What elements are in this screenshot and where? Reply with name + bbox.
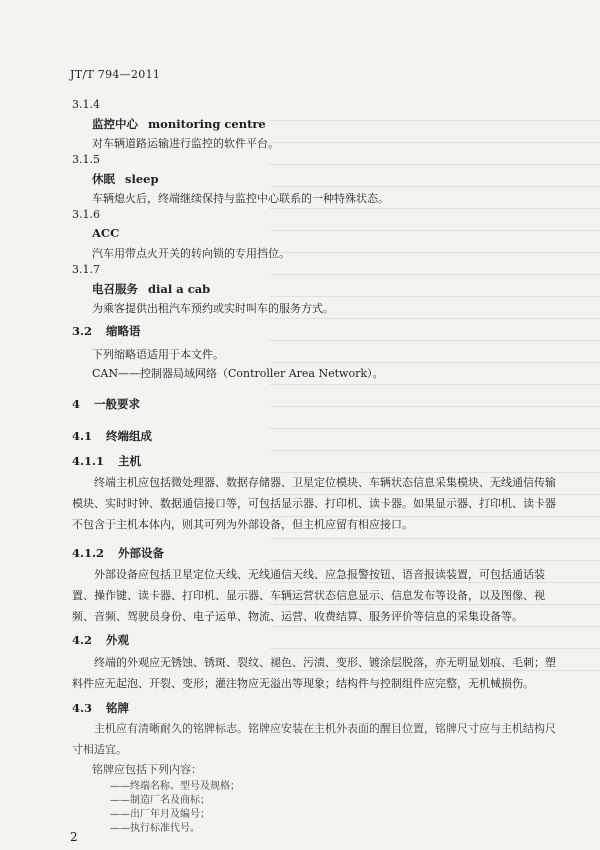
term-number: 3.1.7 xyxy=(72,263,100,276)
term-en: dial a cab xyxy=(148,282,211,296)
body-paragraph: 终端的外观应无锈蚀、锈斑、裂纹、褪色、污渍、变形、镀涂层脱落，亦无明显划痕、毛刺；塑料件应无起泡、开裂、变形；灌注物应无溢出等现象；结构件与控制组件应完整，无机械损伤。 xyxy=(72,656,556,690)
term-title xyxy=(92,226,119,240)
term-definition: 汽车用带点火开关的转向锁的专用挡位。 xyxy=(92,247,290,260)
section-heading xyxy=(72,632,129,648)
term-cn: 监控中心 xyxy=(92,117,138,131)
term-title xyxy=(92,171,159,187)
term-number: 3.1.6 xyxy=(72,208,100,221)
section-heading xyxy=(72,428,152,444)
list-item: ——出厂年月及编号； xyxy=(110,809,210,820)
body-paragraph: 外部设备应包括卫星定位天线、无线通信天线、应急报警按钮、语音报读装置，可包括通话装置、操作键、读卡器、打印机、显示器、车辆运营状态信息显示、信息发布等设备，以及图像、视频、音频、驾驶员身份、电子运单、物流、运营、收费结算、服务评价等信息的采集设备等。 xyxy=(72,568,545,623)
term-definition: 车辆熄火后，终端继续保持与监控中心联系的一种特殊状态。 xyxy=(92,192,389,205)
section-heading xyxy=(72,323,141,339)
page-number: 2 xyxy=(70,830,78,844)
section-number: 4.2 xyxy=(72,633,93,647)
section-number: 4.1 xyxy=(72,429,93,443)
list-item: ——终端名称、型号及规格； xyxy=(110,781,240,792)
term-en: monitoring centre xyxy=(148,117,266,131)
term-title xyxy=(92,116,266,132)
section-number: 4 xyxy=(72,397,81,411)
body-paragraph: 终端主机应包括微处理器、数据存储器、卫星定位模块、车辆状态信息采集模块、无线通信传输模块、实时时钟、数据通信接口等，可包括显示器、打印机、读卡器。如果显示器、打印机、读卡器不包含于主机本体内，则其可列为外部设备，但主机应留有相应接口。 xyxy=(72,476,556,531)
term-cn: 电召服务 xyxy=(92,282,138,296)
section-heading xyxy=(72,700,129,716)
term-number: 3.1.4 xyxy=(72,98,100,111)
term-cn: 休眠 xyxy=(92,172,115,186)
section-number: 4.3 xyxy=(72,701,93,715)
standard-code: JT/T 794—2011 xyxy=(70,68,161,81)
term-definition: 为乘客提供出租汽车预约或实时叫车的服务方式。 xyxy=(92,302,334,315)
body-paragraph: 主机应有清晰耐久的铭牌标志。铭牌应安装在主机外表面的醒目位置，铭牌尺寸应与主机结构尺寸相适宜。 xyxy=(72,722,556,756)
subsection-heading xyxy=(72,453,141,469)
term-cn: ACC xyxy=(92,226,120,240)
abbrev-can: CAN——控制器局域网络（Controller Area Network）。 xyxy=(92,367,384,380)
section-title: 一般要求 xyxy=(94,397,141,411)
term-number: 3.1.5 xyxy=(72,153,100,166)
list-item: ——制造厂名及商标； xyxy=(110,795,210,806)
chapter-heading xyxy=(72,396,140,412)
section-number: 3.2 xyxy=(72,324,93,338)
subsection-heading xyxy=(72,545,164,561)
section-title: 缩略语 xyxy=(106,324,141,338)
section-title: 外观 xyxy=(106,633,130,647)
list-item: ——执行标准代号。 xyxy=(110,823,200,834)
section-title: 主机 xyxy=(118,454,142,468)
nameplate-items xyxy=(110,780,240,836)
list-intro: 铭牌应包括下列内容： xyxy=(92,763,202,776)
term-definition: 对车辆道路运输进行监控的软件平台。 xyxy=(92,137,279,150)
term-en: sleep xyxy=(125,172,159,186)
section-number: 4.1.1 xyxy=(72,454,105,468)
abbrev-intro: 下列缩略语适用于本文件。 xyxy=(92,348,224,361)
section-title: 终端组成 xyxy=(106,429,153,443)
section-title: 铭牌 xyxy=(106,701,130,715)
nameplate-list xyxy=(92,760,202,780)
section-title: 外部设备 xyxy=(118,546,165,560)
term-title xyxy=(92,281,210,297)
section-number: 4.1.2 xyxy=(72,546,105,560)
